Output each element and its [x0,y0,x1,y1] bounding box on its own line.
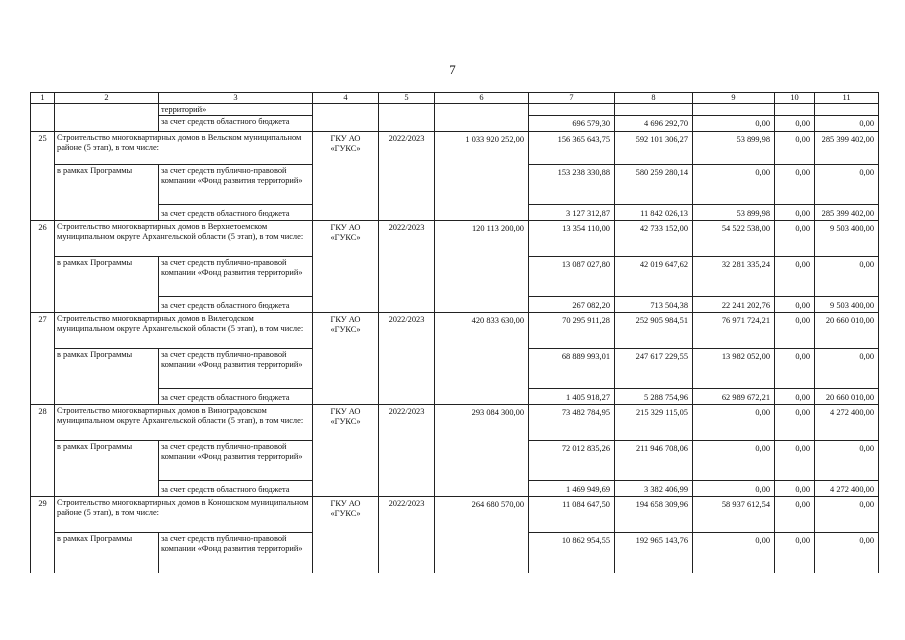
regional-label: за счет средств областного бюджета [159,389,313,405]
main-value-8: 215 329 115,05 [615,405,693,441]
fund-value-7: 68 889 993,01 [529,349,615,389]
total-cost: 1 033 920 252,00 [435,132,529,221]
regional-value-8: 11 842 026,13 [615,205,693,221]
fund-label: за счет средств публично-правовой компании «Фонд развития территорий» [159,165,313,205]
regional-value-9: 0,00 [693,481,775,497]
total-cost: 293 084 300,00 [435,405,529,497]
period: 2022/2023 [379,313,435,405]
period: 2022/2023 [379,221,435,313]
regional-value-11: 285 399 402,00 [815,205,879,221]
executor: ГКУ АО «ГУКС» [313,313,379,405]
cont-fund-label: территорий» [159,104,313,116]
main-value-11: 9 503 400,00 [815,221,879,257]
cont-empty-7 [529,104,615,116]
cont-cell-executor [313,104,379,132]
executor: ГКУ АО «ГУКС» [313,405,379,497]
regional-value-11: 4 272 400,00 [815,481,879,497]
regional-value-9: 22 241 202,76 [693,297,775,313]
cont-empty-11 [815,104,879,116]
main-value-9: 53 899,98 [693,132,775,165]
fund-value-8: 580 259 280,14 [615,165,693,205]
main-value-11: 0,00 [815,497,879,533]
regional-value-8: 3 382 406,99 [615,481,693,497]
fund-value-7: 10 862 954,55 [529,533,615,573]
main-value-8: 592 101 306,27 [615,132,693,165]
row-number: 28 [31,405,55,497]
fund-value-11: 0,00 [815,441,879,481]
main-value-10: 0,00 [775,313,815,349]
period: 2022/2023 [379,405,435,497]
cont-value-8: 4 696 292,70 [615,116,693,132]
fund-value-9: 0,00 [693,165,775,205]
fund-value-10: 0,00 [775,533,815,573]
cont-cell-period [379,104,435,132]
period: 2022/2023 [379,132,435,221]
regional-value-10: 0,00 [775,481,815,497]
fund-label: за счет средств публично-правовой компании «Фонд развития территорий» [159,349,313,389]
cont-cell-program [55,104,159,132]
main-value-10: 0,00 [775,497,815,533]
fund-value-11: 0,00 [815,533,879,573]
main-value-7: 13 354 110,00 [529,221,615,257]
regional-value-11: 20 660 010,00 [815,389,879,405]
header-cell-5: 5 [379,93,435,104]
project-title: Строительство многоквартирных домов в Коношском муниципальном районе (5 этап), в том числе: [55,497,313,533]
project-title: Строительство многоквартирных домов в Виноградовском муниципальном округе Архангельской области (5 этап), в том числе: [55,405,313,441]
fund-value-8: 42 019 647,62 [615,257,693,297]
executor: ГКУ АО «ГУКС» [313,221,379,313]
fund-value-11: 0,00 [815,165,879,205]
fund-value-8: 211 946 708,06 [615,441,693,481]
fund-value-10: 0,00 [775,165,815,205]
cont-cell-no [31,104,55,132]
project-title: Строительство многоквартирных домов в Вельском муниципальном районе (5 этап), в том числе: [55,132,313,165]
main-value-10: 0,00 [775,132,815,165]
executor: ГКУ АО «ГУКС» [313,132,379,221]
regional-value-10: 0,00 [775,389,815,405]
row-number: 26 [31,221,55,313]
fund-value-10: 0,00 [775,257,815,297]
regional-value-9: 53 899,98 [693,205,775,221]
main-value-8: 194 658 309,96 [615,497,693,533]
main-value-11: 285 399 402,00 [815,132,879,165]
main-value-7: 70 295 911,28 [529,313,615,349]
main-value-7: 156 365 643,75 [529,132,615,165]
fund-value-7: 13 087 027,80 [529,257,615,297]
regional-value-9: 62 989 672,21 [693,389,775,405]
cont-cell-total [435,104,529,132]
header-cell-10: 10 [775,93,815,104]
cont-empty-8 [615,104,693,116]
fund-label: за счет средств публично-правовой компании «Фонд развития территорий» [159,257,313,297]
fund-value-11: 0,00 [815,349,879,389]
fund-value-9: 0,00 [693,441,775,481]
header-cell-2: 2 [55,93,159,104]
main-value-9: 54 522 538,00 [693,221,775,257]
program-label: в рамках Программы [55,257,159,313]
total-cost: 120 113 200,00 [435,221,529,313]
regional-value-10: 0,00 [775,205,815,221]
project-title: Строительство многоквартирных домов в Вилегодском муниципальном округе Архангельской области (5 этап), в том числе: [55,313,313,349]
total-cost: 420 833 630,00 [435,313,529,405]
fund-value-9: 0,00 [693,533,775,573]
main-value-7: 11 084 647,50 [529,497,615,533]
regional-value-8: 713 504,38 [615,297,693,313]
main-value-9: 0,00 [693,405,775,441]
cont-empty-9 [693,104,775,116]
header-cell-7: 7 [529,93,615,104]
cont-value-9: 0,00 [693,116,775,132]
main-value-9: 58 937 612,54 [693,497,775,533]
fund-label: за счет средств публично-правовой компании «Фонд развития территорий» [159,533,313,573]
cont-empty-10 [775,104,815,116]
cont-value-11: 0,00 [815,116,879,132]
regional-label: за счет средств областного бюджета [159,297,313,313]
row-number: 29 [31,497,55,573]
main-value-10: 0,00 [775,221,815,257]
header-cell-9: 9 [693,93,775,104]
header-cell-8: 8 [615,93,693,104]
main-value-10: 0,00 [775,405,815,441]
project-title: Строительство многоквартирных домов в Верхнетоемском муниципальном округе Архангельской области (5 этап), в том числе: [55,221,313,257]
header-cell-4: 4 [313,93,379,104]
fund-value-8: 192 965 143,76 [615,533,693,573]
program-label: в рамках Программы [55,441,159,497]
main-value-11: 4 272 400,00 [815,405,879,441]
fund-value-7: 153 238 330,88 [529,165,615,205]
regional-value-10: 0,00 [775,297,815,313]
cont-regional-label: за счет средств областного бюджета [159,116,313,132]
fund-value-7: 72 012 835,26 [529,441,615,481]
fund-value-10: 0,00 [775,441,815,481]
regional-value-7: 3 127 312,87 [529,205,615,221]
executor: ГКУ АО «ГУКС» [313,497,379,573]
budget-table [30,92,879,573]
program-label: в рамках Программы [55,349,159,405]
header-cell-11: 11 [815,93,879,104]
fund-label: за счет средств публично-правовой компании «Фонд развития территорий» [159,441,313,481]
row-number: 27 [31,313,55,405]
main-value-11: 20 660 010,00 [815,313,879,349]
regional-value-11: 9 503 400,00 [815,297,879,313]
fund-value-9: 32 281 335,24 [693,257,775,297]
fund-value-8: 247 617 229,55 [615,349,693,389]
fund-value-10: 0,00 [775,349,815,389]
regional-value-7: 1 405 918,27 [529,389,615,405]
header-cell-1: 1 [31,93,55,104]
main-value-8: 42 733 152,00 [615,221,693,257]
regional-label: за счет средств областного бюджета [159,481,313,497]
regional-value-8: 5 288 754,96 [615,389,693,405]
program-label: в рамках Программы [55,165,159,221]
main-value-8: 252 905 984,51 [615,313,693,349]
header-cell-6: 6 [435,93,529,104]
regional-value-7: 267 082,20 [529,297,615,313]
cont-value-10: 0,00 [775,116,815,132]
cont-value-7: 696 579,30 [529,116,615,132]
fund-value-11: 0,00 [815,257,879,297]
program-label: в рамках Программы [55,533,159,573]
period: 2022/2023 [379,497,435,573]
page-number: 7 [449,62,456,77]
fund-value-9: 13 982 052,00 [693,349,775,389]
main-value-9: 76 971 724,21 [693,313,775,349]
regional-label: за счет средств областного бюджета [159,205,313,221]
header-cell-3: 3 [159,93,313,104]
row-number: 25 [31,132,55,221]
main-value-7: 73 482 784,95 [529,405,615,441]
total-cost: 264 680 570,00 [435,497,529,573]
regional-value-7: 1 469 949,69 [529,481,615,497]
